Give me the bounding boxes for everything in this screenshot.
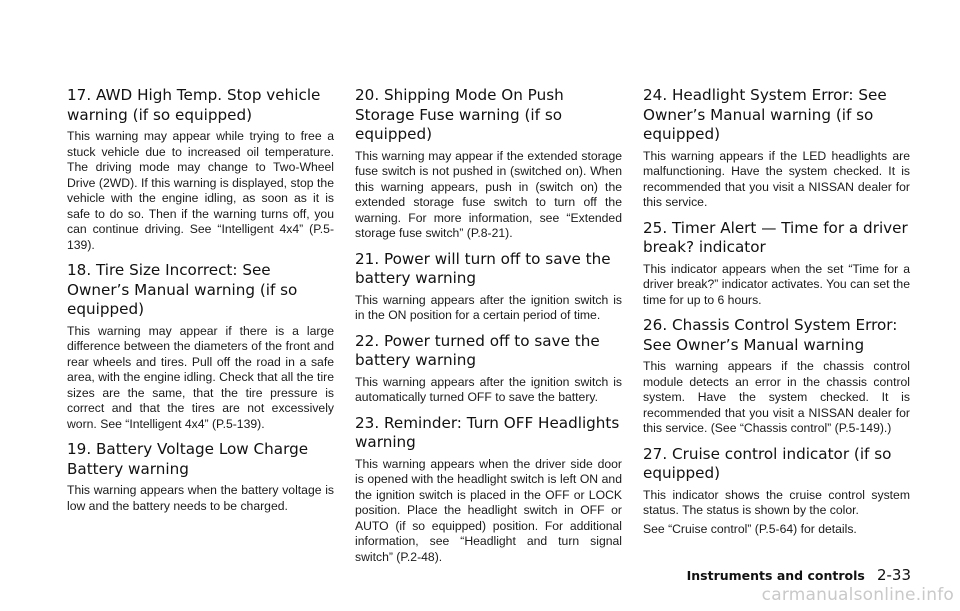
page-number: 2-33 xyxy=(876,566,911,584)
warning-section xyxy=(355,86,622,242)
warning-section xyxy=(643,316,910,437)
page-footer xyxy=(687,566,911,584)
section-heading: 20. Shipping Mode On Push Storage Fuse warning (if so equipped) xyxy=(355,86,564,143)
section-heading: 18. Tire Size Incorrect: See Owner’s Manual warning (if so equipped) xyxy=(67,261,298,318)
warning-section xyxy=(643,219,910,309)
section-body: This warning appears if the LED headlights are malfunctioning. Have the system checked. It is recommended that you visit a NISSAN dealer for this service. xyxy=(643,148,910,209)
footer-section-title: Instruments and controls xyxy=(686,568,865,583)
column-right xyxy=(643,86,910,545)
section-heading: 19. Battery Voltage Low Charge Battery warning xyxy=(67,440,309,478)
section-body: This warning may appear if there is a large difference between the diameters of the front and rear wheels and tires. Pull off the road in a safe area, with the engine idling. Check that all the tire sizes are the same, that the tire pressure is correct and that the tires are not excessively worn. See “Intelligent 4x4” (P.5-139). xyxy=(67,323,334,431)
warning-section xyxy=(67,86,334,253)
section-heading: 21. Power will turn off to save the battery warning xyxy=(355,249,611,287)
section-heading: 25. Timer Alert — Time for a driver break? indicator xyxy=(643,218,908,256)
warning-section xyxy=(355,414,622,566)
warning-section xyxy=(643,445,910,538)
section-body: This warning appears if the chassis control module detects an error in the chassis control system. Have the system checked. It is recommended that you visit a NISSAN dealer for this service. (See “Chassis control” (P.5-149).) xyxy=(643,359,910,435)
section-body: This warning may appear while trying to free a stuck vehicle due to increased oil temperature. The driving mode may change to Two-Wheel Drive (2WD). If this warning is displayed, stop the vehicle with the engine idling, as soon as it is safe to do so. Then if the warning turns off, you can continue driving. See “Intelligent 4x4” (P.5-139). xyxy=(67,129,334,252)
warning-section xyxy=(355,332,622,406)
warning-section xyxy=(67,261,334,432)
section-body: See “Cruise control” (P.5-64) for details. xyxy=(643,521,857,536)
section-heading: 26. Chassis Control System Error: See Owner’s Manual warning xyxy=(643,316,898,354)
section-heading: 27. Cruise control indicator (if so equipped) xyxy=(643,444,892,482)
section-body: This warning appears after the ignition switch is automatically turned OFF to save the battery. xyxy=(355,374,622,404)
column-middle xyxy=(355,86,622,573)
section-heading: 24. Headlight System Error: See Owner’s Manual warning (if so equipped) xyxy=(643,86,887,143)
section-heading: 23. Reminder: Turn OFF Headlights warning xyxy=(355,413,620,451)
section-body: This warning may appear if the extended storage fuse switch is not pushed in (switched on). When this warning appears, push in (switch on) the extended storage fuse switch to turn off the warning. For more information, see “Extended storage fuse switch” (P.8-21). xyxy=(355,148,622,240)
warning-section xyxy=(643,86,910,211)
warning-section xyxy=(355,250,622,324)
section-heading: 17. AWD High Temp. Stop vehicle warning (if so equipped) xyxy=(67,86,321,124)
section-body: This indicator appears when the set “Time for a driver break?” indicator activates. You can set the time for up to 6 hours. xyxy=(643,261,910,307)
section-body: This warning appears after the ignition switch is in the ON position for a certain period of time. xyxy=(355,292,622,322)
section-body: This indicator shows the cruise control system status. The status is shown by the color. xyxy=(643,487,910,517)
warning-section xyxy=(67,440,334,514)
section-body: This warning appears when the driver side door is opened with the headlight switch is left ON and the ignition switch is placed in the OFF or LOCK position. Place the headlight switch in OFF or AUTO (if so equipped) position. For additional information, see “Headlight and turn signal switch” (P.2-48). xyxy=(355,456,622,564)
watermark[interactable]: carmanualsonline.info xyxy=(761,585,954,605)
section-body: This warning appears when the battery voltage is low and the battery needs to be charged. xyxy=(67,483,334,513)
section-heading: 22. Power turned off to save the battery warning xyxy=(355,331,600,369)
column-left xyxy=(67,86,334,522)
